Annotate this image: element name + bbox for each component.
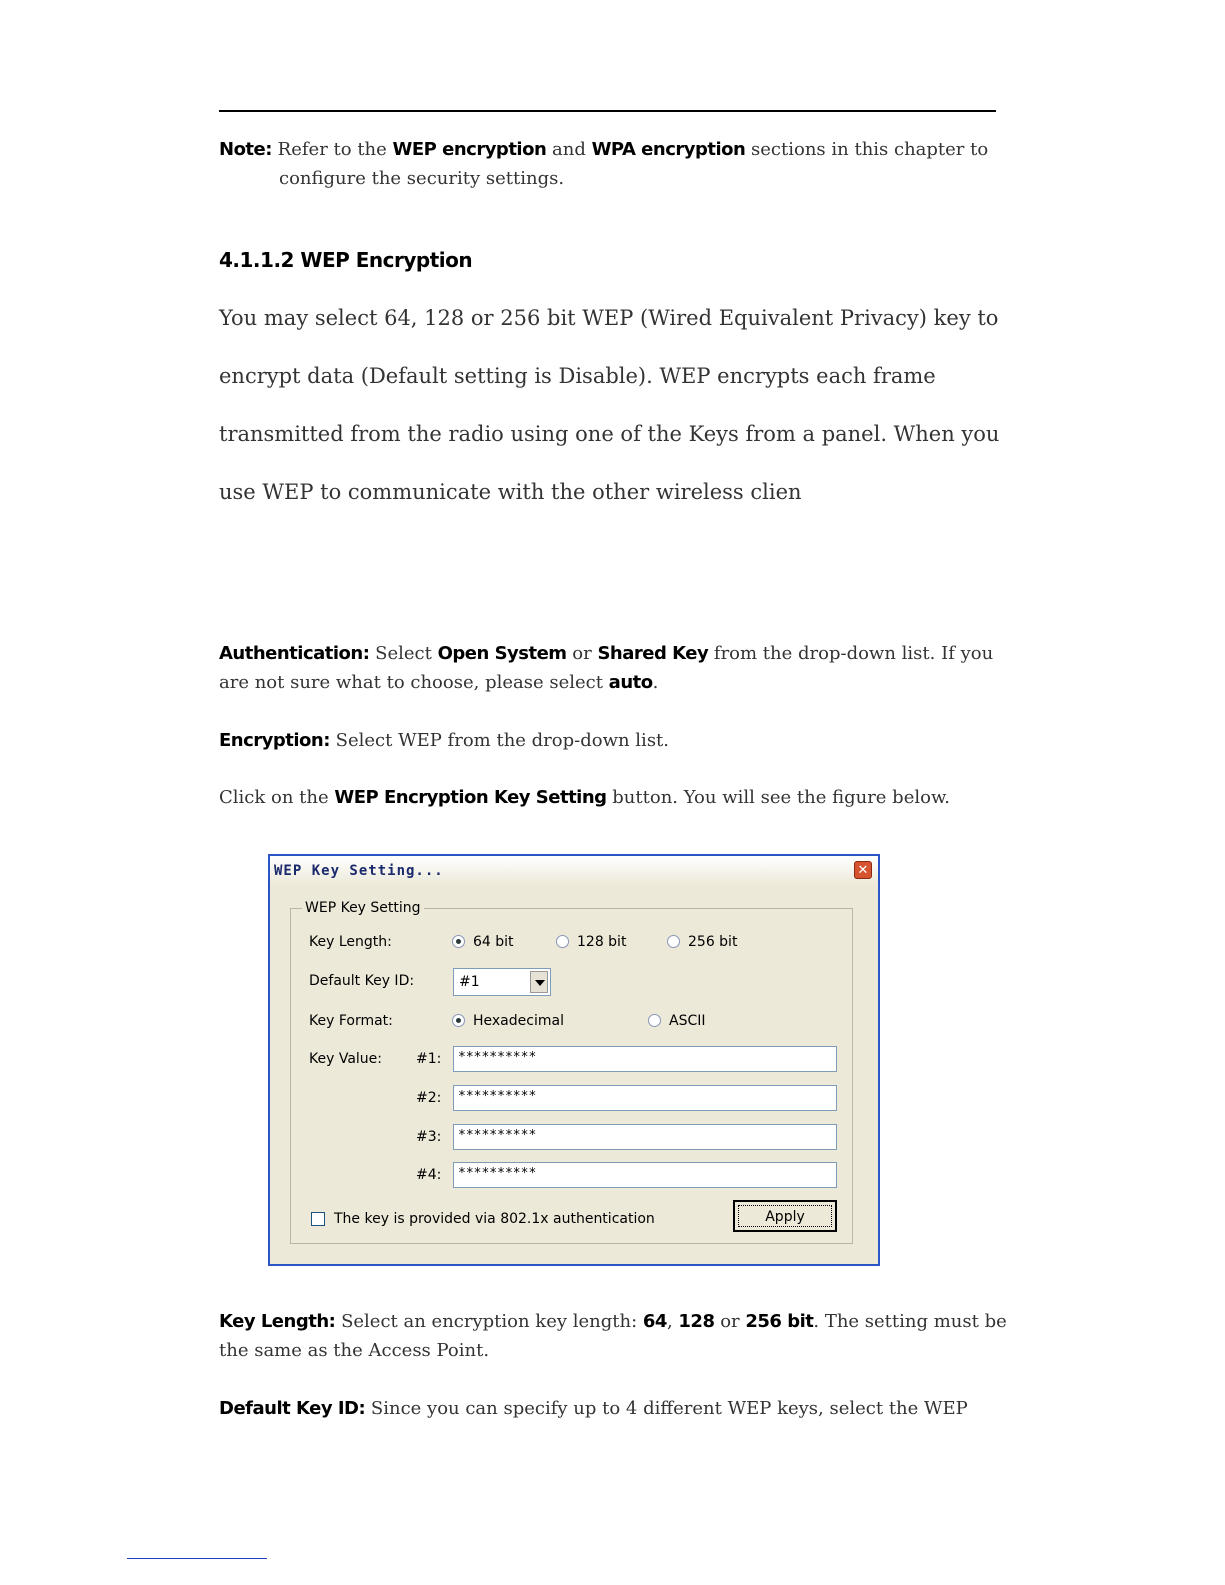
wep-key-group-box [290, 908, 853, 1244]
note-paragraph: Note: Refer to the WEP encryption and WPA encryption sections in this chapter to [219, 139, 989, 160]
radio-hexadecimal-label[interactable]: Hexadecimal [473, 1013, 564, 1029]
radio-256-bit-label[interactable]: 256 bit [688, 934, 738, 950]
radio-64-bit-label[interactable]: 64 bit [473, 934, 514, 950]
dialog-title: WEP Key Setting... [274, 863, 444, 879]
key-3-label: #3: [416, 1129, 442, 1145]
default-key-id-value: #1 [459, 974, 480, 990]
dialog-title-bar [270, 856, 878, 886]
default-key-id-label: Default Key ID: [309, 973, 415, 989]
note-line-2: configure the security settings. [279, 168, 565, 189]
header-rule [219, 110, 996, 112]
default-key-id-select[interactable] [453, 968, 551, 996]
8021x-checkbox[interactable] [311, 1212, 325, 1226]
key-2-input[interactable]: ********** [453, 1085, 837, 1111]
key-length-line-2: the same as the Access Point. [219, 1340, 490, 1361]
key-value-label: Key Value: [309, 1051, 382, 1067]
body-line-3: transmitted from the radio using one of the Keys from a panel. When you [219, 422, 1000, 446]
section-heading: 4.1.1.2 WEP Encryption [219, 248, 473, 272]
radio-256-bit[interactable] [667, 935, 680, 948]
apply-button[interactable] [733, 1200, 837, 1232]
encryption-paragraph: Encryption: Select WEP from the drop-down list. [219, 730, 670, 751]
body-line-1: You may select 64, 128 or 256 bit WEP (Wired Equivalent Privacy) key to [219, 306, 999, 330]
chevron-down-icon[interactable] [530, 971, 548, 993]
apply-button-label: Apply [738, 1205, 832, 1227]
key-3-input[interactable]: ********** [453, 1124, 837, 1150]
radio-ascii-label[interactable]: ASCII [669, 1013, 706, 1029]
radio-128-bit-label[interactable]: 128 bit [577, 934, 627, 950]
body-line-4: use WEP to communicate with the other wireless clien [219, 480, 802, 504]
authentication-line-2: are not sure what to choose, please select auto. [219, 672, 659, 693]
close-icon[interactable]: ✕ [854, 861, 872, 879]
8021x-checkbox-label[interactable]: The key is provided via 802.1x authentication [334, 1211, 655, 1227]
authentication-paragraph: Authentication: Select Open System or Shared Key from the drop-down list. If you [219, 643, 994, 664]
wep-key-setting-dialog [268, 854, 880, 1266]
radio-64-bit[interactable] [452, 935, 465, 948]
radio-128-bit[interactable] [556, 935, 569, 948]
key-4-input[interactable]: ********** [453, 1162, 837, 1188]
key-1-input[interactable]: ********** [453, 1046, 837, 1072]
body-line-2: encrypt data (Default setting is Disable). WEP encrypts each frame [219, 364, 936, 388]
radio-hexadecimal[interactable] [452, 1014, 465, 1027]
default-key-id-paragraph: Default Key ID: Since you can specify up to 4 different WEP keys, select the WEP [219, 1398, 968, 1419]
group-label: WEP Key Setting [302, 900, 424, 916]
key-2-label: #2: [416, 1090, 442, 1106]
key-length-label: Key Length: [309, 934, 392, 950]
key-length-paragraph: Key Length: Select an encryption key length: 64, 128 or 256 bit. The setting must be [219, 1311, 1007, 1332]
footer-link-underline [127, 1558, 267, 1559]
click-instruction: Click on the WEP Encryption Key Setting button. You will see the figure below. [219, 787, 950, 808]
key-1-label: #1: [416, 1051, 442, 1067]
key-4-label: #4: [416, 1167, 442, 1183]
key-format-label: Key Format: [309, 1013, 393, 1029]
radio-ascii[interactable] [648, 1014, 661, 1027]
